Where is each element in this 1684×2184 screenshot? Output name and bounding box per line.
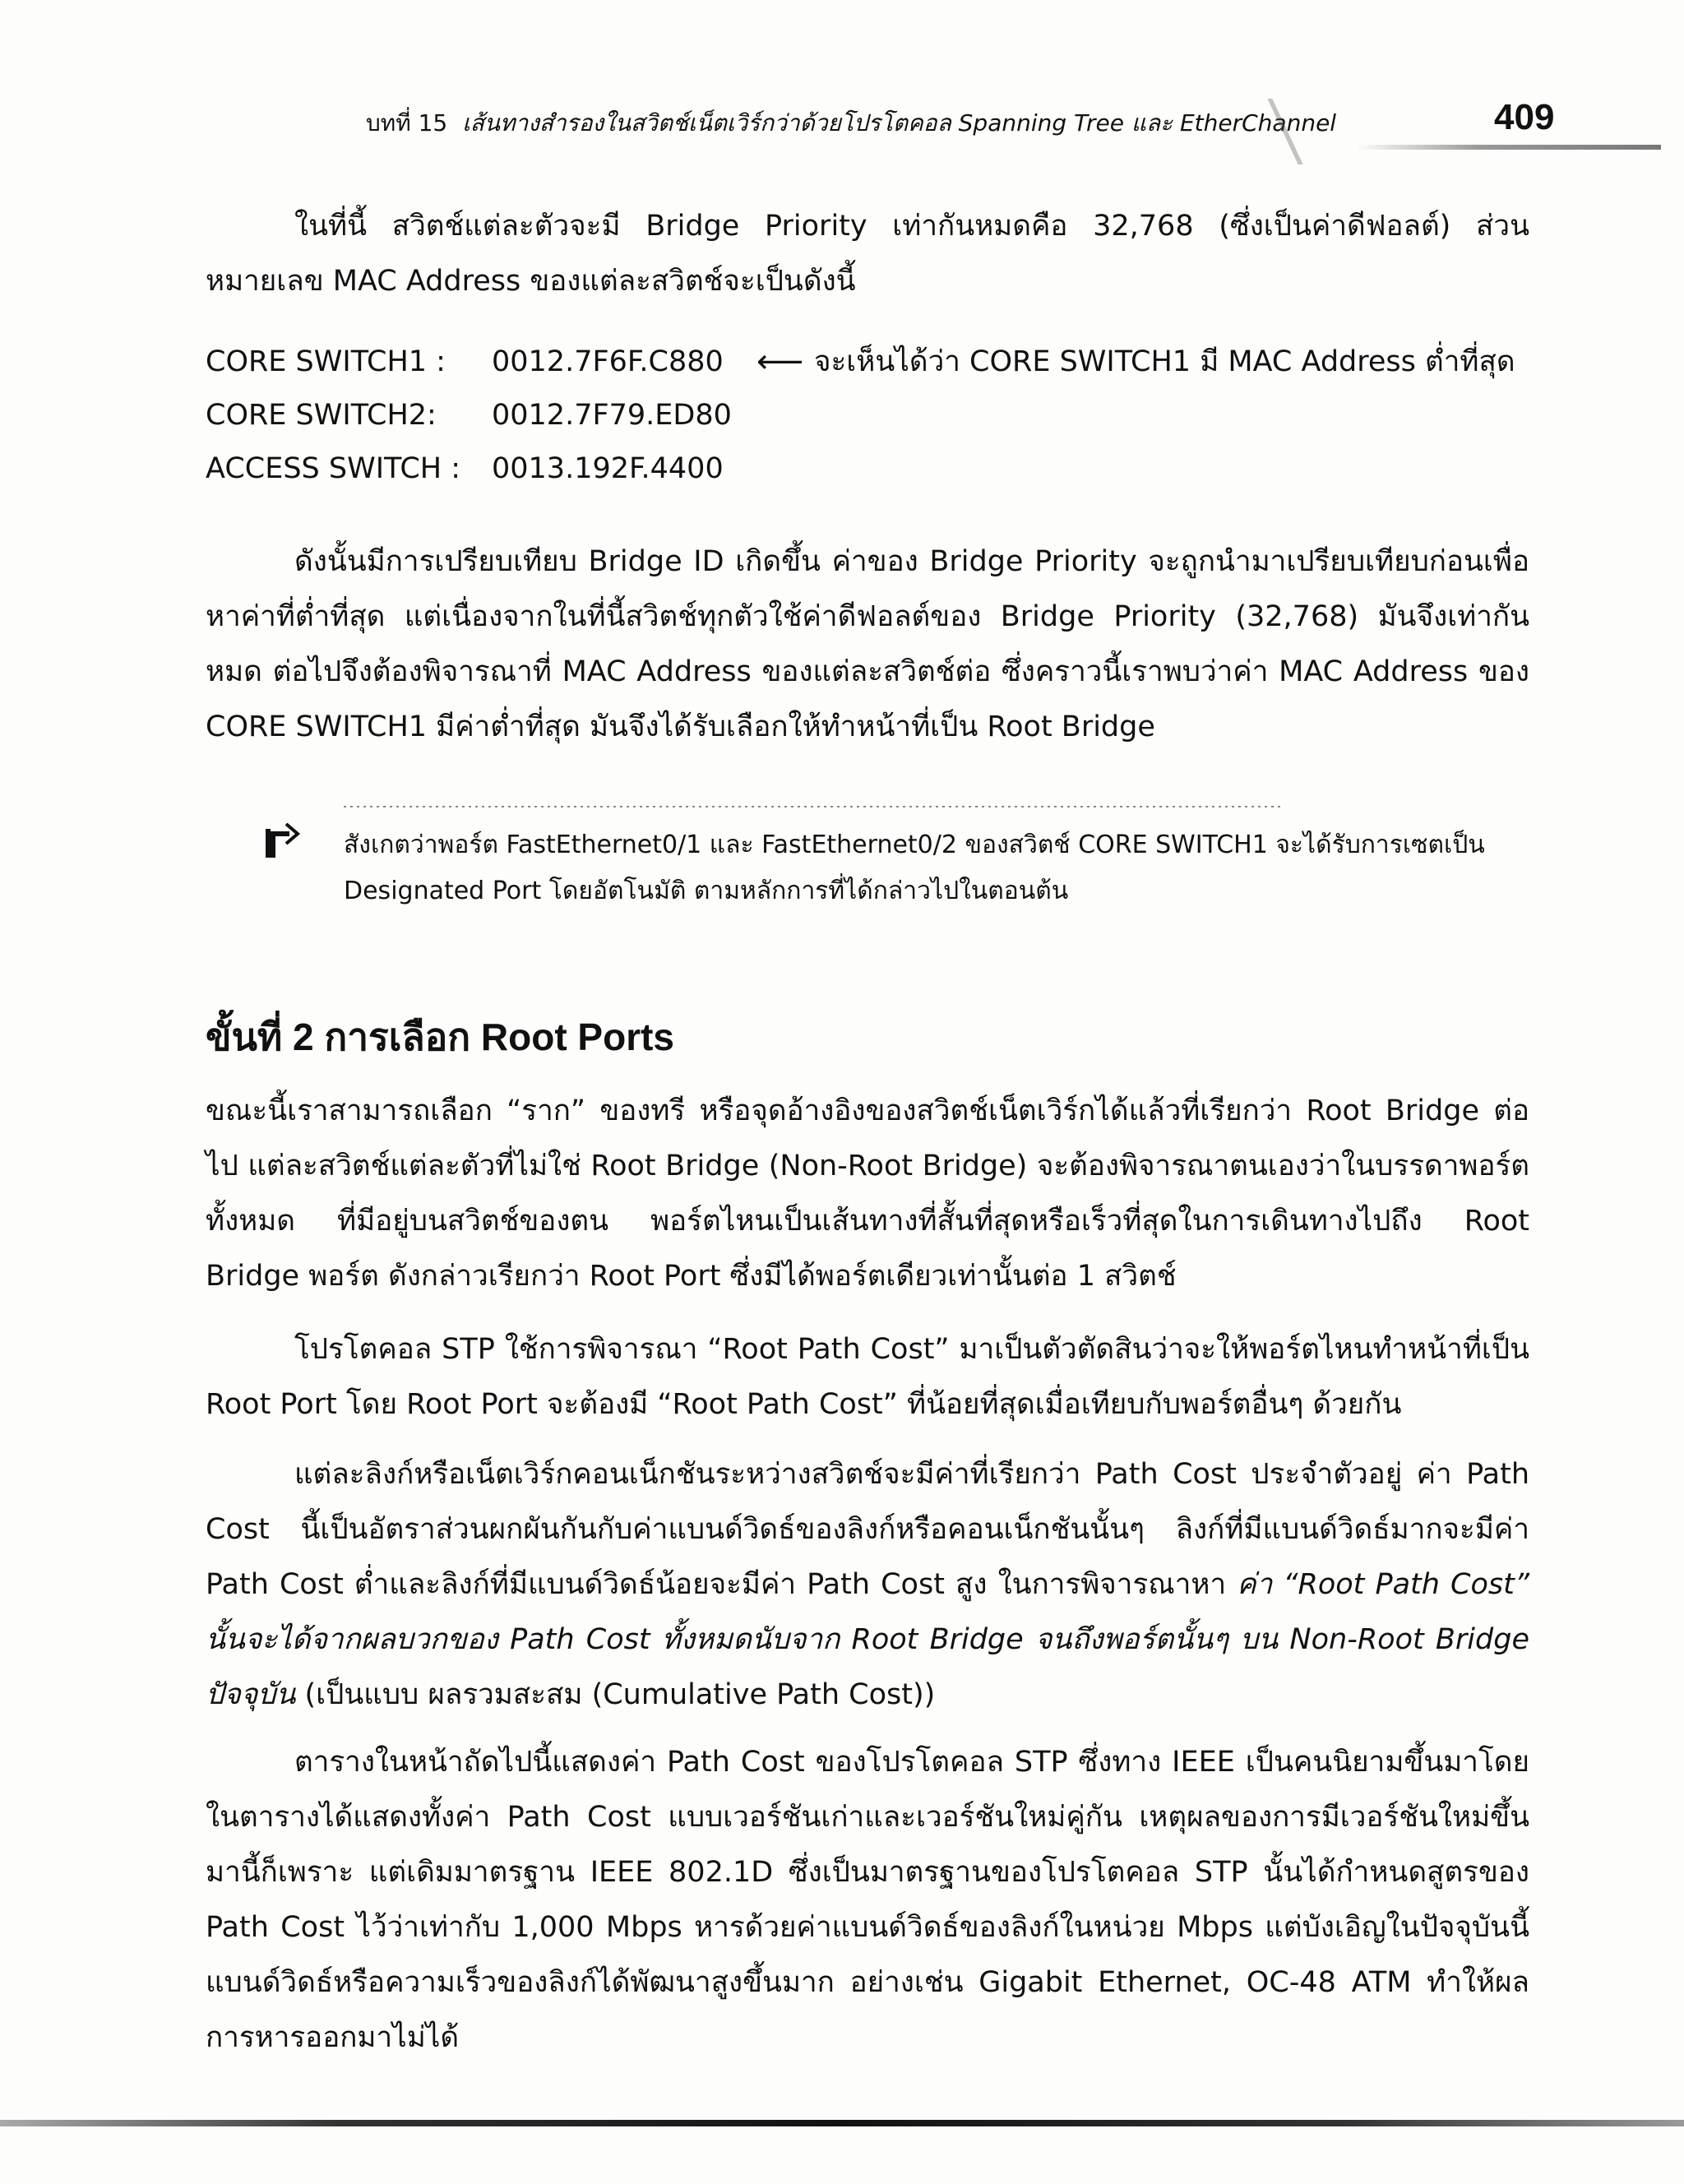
switch-name: ACCESS SWITCH : bbox=[206, 452, 461, 485]
running-header bbox=[366, 105, 1575, 141]
switch-name: CORE SWITCH2: bbox=[206, 399, 437, 432]
paragraph-bridge-id: ดังนั้นมีการเปรียบเทียบ Bridge ID เกิดขึ้น ค่าของ Bridge Priority จะถูกนำมาเปรียบเทียบก่อนเพื่อหาค่าที่ต่ำที่สุด แต่เนื่องจากในที่นี้สวิตช์ทุกตัวใช้ค่าดีฟอลต์ของ Bridge Priority (32,768) มันจึงเท่ากันหมด ต่อไปจึงต้องพิจารณาที่ MAC Address ของแต่ละสวิตช์ต่อ ซึ่งคราวนี้เราพบว่าค่า MAC Address ของ CORE SWITCH1 มีค่าต่ำที่สุด มันจึงได้รับเลือกให้ทำหน้าที่เป็น Root Bridge bbox=[206, 545, 1529, 743]
chapter-title: เส้นทางสำรองในสวิตช์เน็ตเวิร์กว่าด้วยโปรโตคอล Spanning Tree และ EtherChannel bbox=[462, 109, 1337, 136]
note-line-1: สังเกตว่าพอร์ต FastEthernet0/1 และ FastEthernet0/2 ของสวิตช์ CORE SWITCH1 จะได้รับการเซตเป็น bbox=[344, 831, 1485, 859]
paragraph-bridge-priority: ในที่นี้ สวิตช์แต่ละตัวจะมี Bridge Priority เท่ากันหมดคือ 32,768 (ซึ่งเป็นค่าดีฟอลต์) ส่วนหมายเลข MAC Address ของแต่ละสวิตช์จะเป็นดังนี้ bbox=[206, 210, 1529, 298]
paragraph-path-cost bbox=[206, 1447, 1529, 1723]
note-box bbox=[344, 822, 1528, 914]
section-heading: ขั้นที่ 2 การเลือก Root Ports bbox=[206, 1016, 675, 1058]
note-line-2: Designated Port โดยอัตโนมัติ ตามหลักการที่ได้กล่าวไปในตอนต้น bbox=[344, 877, 1069, 905]
mac-note: จะเห็นได้ว่า CORE SWITCH1 มี MAC Address ต่ำที่สุด bbox=[814, 345, 1515, 378]
chapter-label: บทที่ 15 bbox=[366, 109, 448, 136]
bottom-rule bbox=[0, 2120, 1684, 2126]
mac-address: 0012.7F6F.C880 bbox=[492, 345, 724, 378]
paragraph-root-path-cost: โปรโตคอล STP ใช้การพิจารณา “Root Path Cost” มาเป็นตัวตัดสินว่าจะให้พอร์ตไหนทำหน้าที่เป็น Root Port โดย Root Port จะต้องมี “Root Path Cost” ที่น้อยที่สุดเมื่อเทียบกับพอร์ตอื่นๆ ด้วยกัน bbox=[206, 1333, 1529, 1421]
pointing-hand-icon bbox=[261, 817, 311, 867]
mac-address: 0012.7F79.ED80 bbox=[492, 399, 732, 432]
left-arrow-icon: ⟵ bbox=[756, 343, 804, 381]
note-divider bbox=[344, 806, 1281, 807]
paragraph-ieee-table: ตารางในหน้าถัดไปนี้แสดงค่า Path Cost ของโปรโตคอล STP ซึ่งทาง IEEE เป็นคนนิยามขึ้นมาโดยในตารางได้แสดงทั้งค่า Path Cost แบบเวอร์ชันเก่าและเวอร์ชันใหม่คู่กัน เหตุผลของการมีเวอร์ชันใหม่ขึ้นมานี้ก็เพราะ แต่เดิมมาตรฐาน IEEE 802.1D ซึ่งเป็นมาตรฐานของโปรโตคอล STP นั้นได้กำหนดสูตรของ Path Cost ไว้ว่าเท่ากับ 1,000 Mbps หารด้วยค่าแบนด์วิดธ์ของลิงก์ในหน่วย Mbps แต่บังเอิญในปัจจุบันนี้แบนด์วิดธ์หรือความเร็วของลิงก์ได้พัฒนาสูงขึ้นมาก อย่างเช่น Gigabit Ethernet, OC-48 ATM ทำให้ผลการหารออกมาไม่ได้ bbox=[206, 1746, 1529, 2054]
page-number: 409 bbox=[1494, 97, 1555, 137]
header-rule bbox=[1357, 145, 1661, 150]
path-cost-tail: (เป็นแบบ ผลรวมสะสม (Cumulative Path Cost)) bbox=[295, 1678, 936, 1711]
switch-name: CORE SWITCH1 : bbox=[206, 345, 446, 378]
path-cost-italic: ค่า “Root Path Cost” นั้นจะได้จากผลบวกของ Path Cost ทั้งหมดนับจาก Root Bridge จนถึงพอร์ตนั้นๆ บน Non-Root Bridge ปัจจุบัน bbox=[206, 1568, 1529, 1711]
path-cost-text: แต่ละลิงก์หรือเน็ตเวิร์กคอนเน็กชันระหว่างสวิตช์จะมีค่าที่เรียกว่า Path Cost ประจำตัวอยู่ ค่า Path Cost นี้เป็นอัตราส่วนผกผันกันกับค่าแบนด์วิดธ์ของลิงก์หรือคอนเน็กชันนั้นๆ ลิงก์ที่มีแบนด์วิดธ์มากจะมีค่า Path Cost ต่ำและลิงก์ที่มีแบนด์วิดธ์น้อยจะมีค่า Path Cost สูง ในการพิจารณาหา bbox=[206, 1458, 1529, 1601]
paragraph-root-port-intro: ขณะนี้เราสามารถเลือก “ราก” ของทรี หรือจุดอ้างอิงของสวิตช์เน็ตเวิร์กได้แล้วที่เรียกว่า Root Bridge ต่อไป แต่ละสวิตช์แต่ละตัวที่ไม่ใช่ Root Bridge (Non-Root Bridge) จะต้องพิจารณาตนเองว่าในบรรดาพอร์ตทั้งหมด ที่มีอยู่บนสวิตช์ของตน พอร์ตไหนเป็นเส้นทางที่สั้นที่สุดหรือเร็วที่สุดในการเดินทางไปถึง Root Bridge พอร์ต ดังกล่าวเรียกว่า Root Port ซึ่งมีได้พอร์ตเดียวเท่านั้นต่อ 1 สวิตช์ bbox=[206, 1094, 1529, 1293]
mac-address: 0013.192F.4400 bbox=[492, 452, 724, 485]
